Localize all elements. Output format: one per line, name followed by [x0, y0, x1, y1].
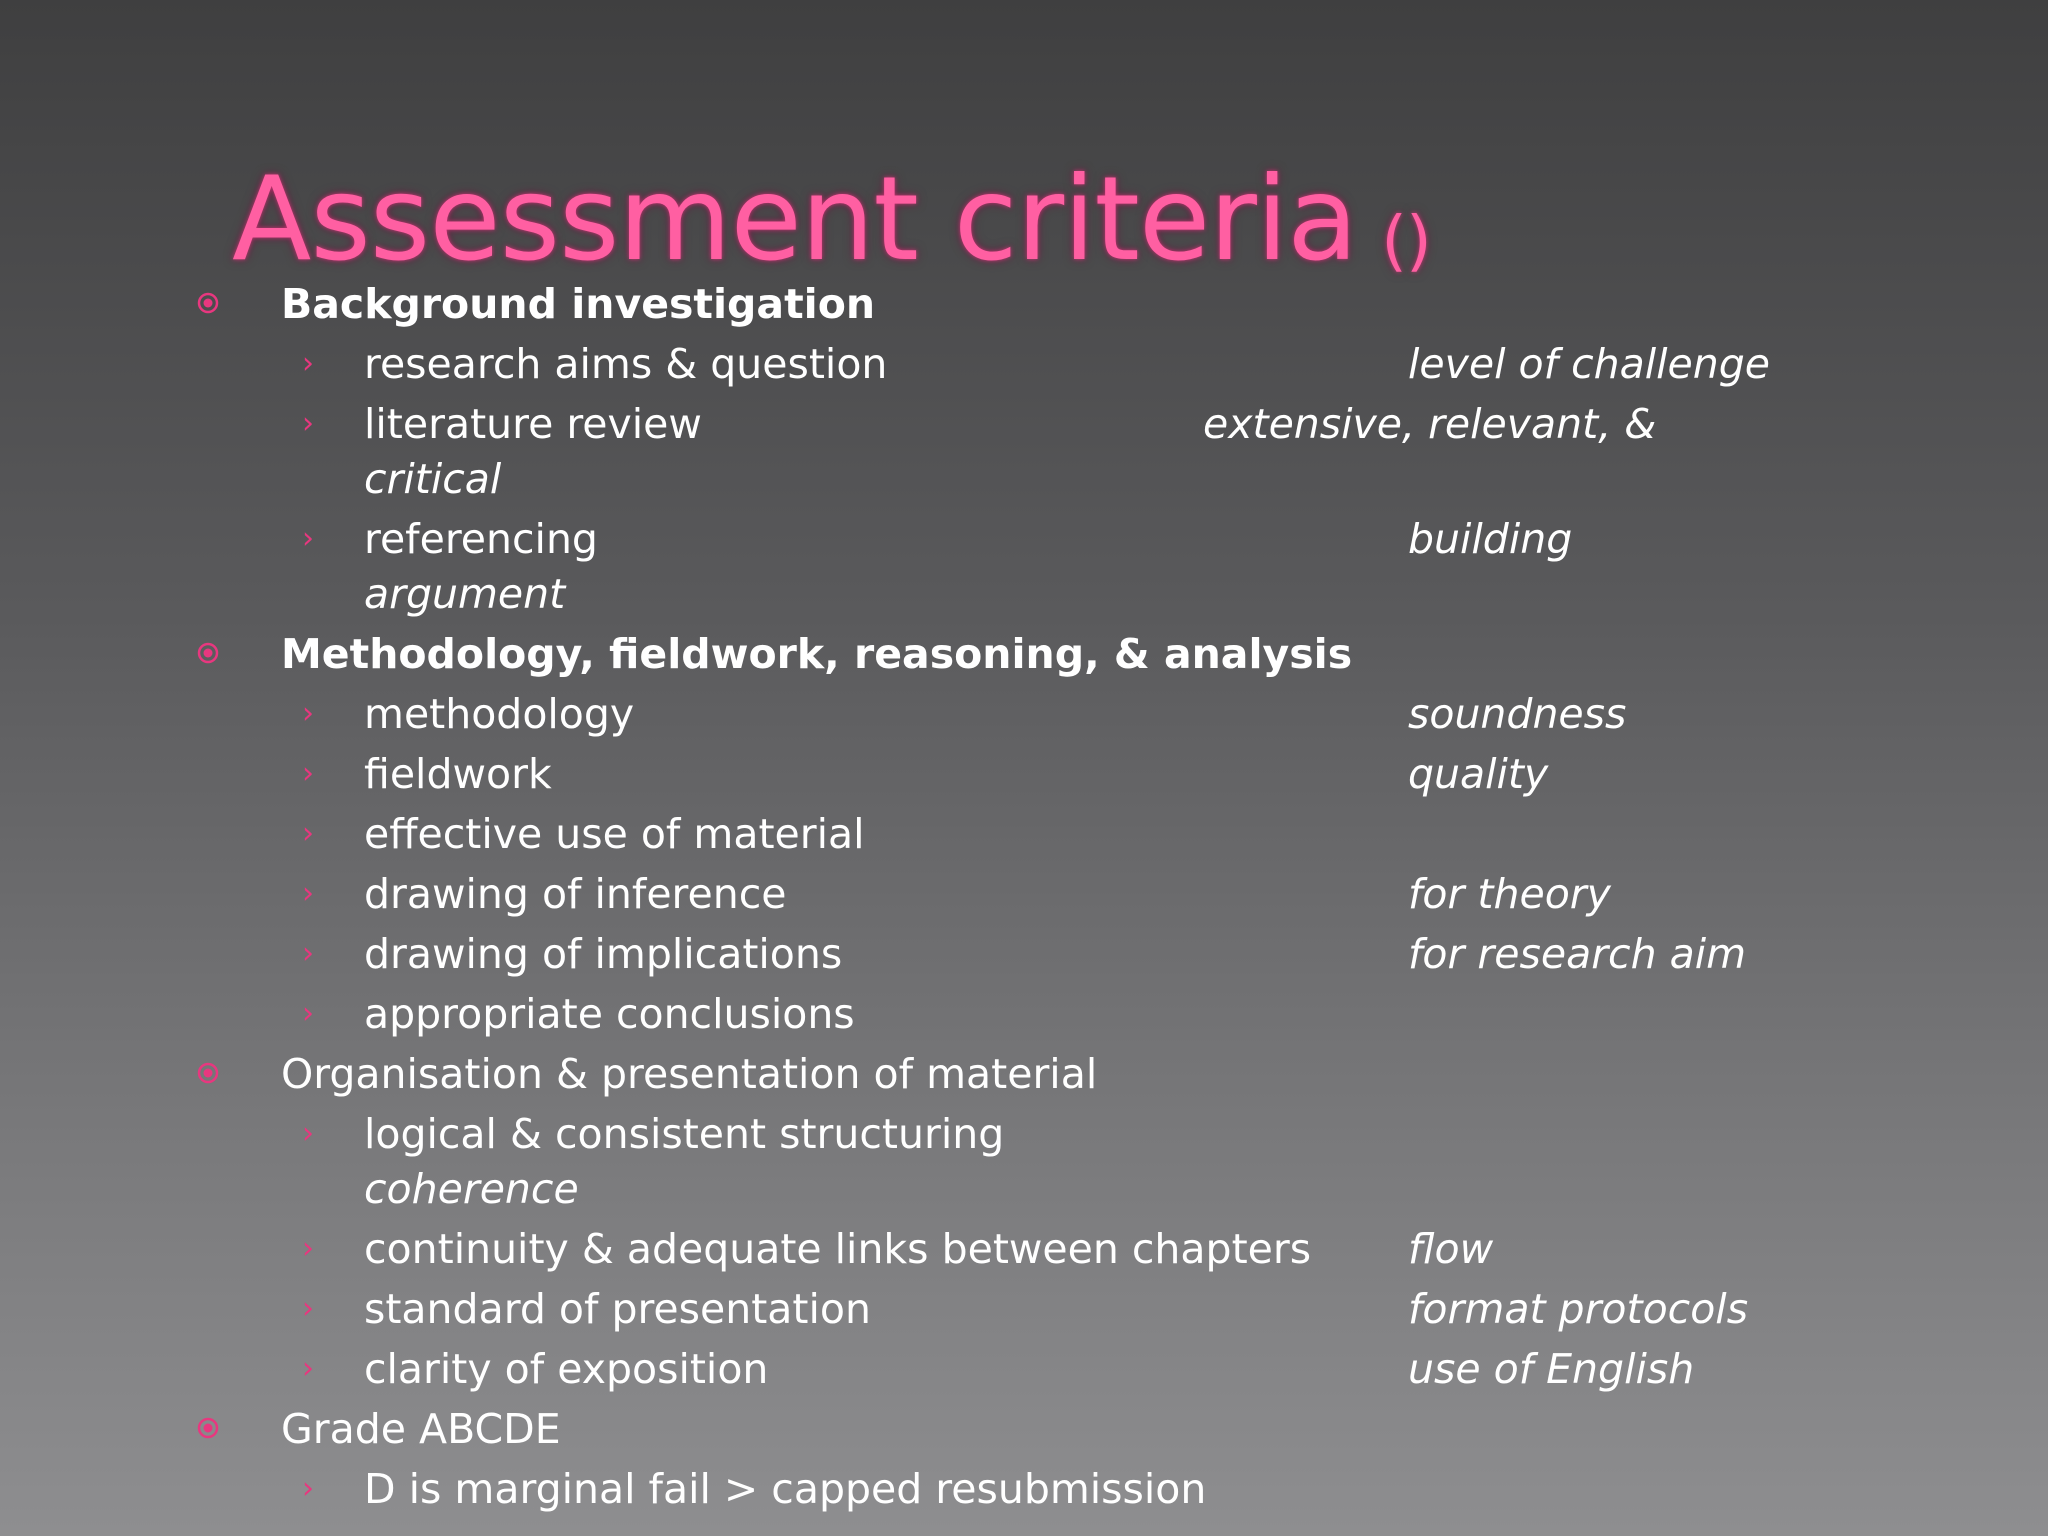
- list-item: [0, 1225, 2048, 1277]
- item-continuation: critical: [364, 455, 502, 503]
- section-heading: Background investigation: [281, 280, 876, 328]
- chevron-right-icon: ›: [302, 756, 314, 791]
- item-text: effective use of material: [364, 810, 865, 858]
- list-item-continuation: [0, 570, 2048, 622]
- chevron-right-icon: ›: [302, 1351, 314, 1386]
- item-continuation: coherence: [364, 1165, 579, 1213]
- chevron-right-icon: ›: [302, 936, 314, 971]
- chevron-right-icon: ›: [302, 996, 314, 1031]
- item-text: appropriate conclusions: [364, 990, 855, 1038]
- section-heading-row: [0, 630, 2048, 682]
- chevron-right-icon: ›: [302, 346, 314, 381]
- section-heading-row: [0, 280, 2048, 332]
- chevron-right-icon: ›: [302, 876, 314, 911]
- section-heading: Organisation & presentation of material: [281, 1050, 1098, 1098]
- item-text: logical & consistent structuring: [364, 1110, 1005, 1158]
- item-note: for theory: [1408, 870, 1611, 918]
- title-main: Assessment criteria: [232, 152, 1358, 287]
- item-text: continuity & adequate links between chapters: [364, 1225, 1312, 1273]
- list-item: [0, 810, 2048, 862]
- item-note: quality: [1408, 750, 1549, 798]
- item-note: building: [1408, 515, 1573, 563]
- section-heading-row: [0, 1405, 2048, 1457]
- chevron-right-icon: ›: [302, 696, 314, 731]
- item-note: for research aim: [1408, 930, 1747, 978]
- section-heading: Grade ABCDE: [281, 1405, 561, 1453]
- list-item: [0, 1345, 2048, 1397]
- item-text: clarity of exposition: [364, 1345, 769, 1393]
- item-note: format protocols: [1408, 1285, 1749, 1333]
- radio-bullet-icon: [197, 642, 219, 664]
- item-continuation: argument: [364, 570, 566, 618]
- item-note: level of challenge: [1408, 340, 1770, 388]
- item-note: soundness: [1408, 690, 1627, 738]
- radio-bullet-icon: [197, 1417, 219, 1439]
- chevron-right-icon: ›: [302, 816, 314, 851]
- list-item: [0, 400, 2048, 452]
- item-text: drawing of inference: [364, 870, 787, 918]
- list-item: [0, 1465, 2048, 1517]
- list-item: [0, 1285, 2048, 1337]
- list-item: [0, 990, 2048, 1042]
- section-heading: Methodology, fieldwork, reasoning, & analysis: [281, 630, 1353, 678]
- list-item: [0, 515, 2048, 567]
- list-item-continuation: [0, 455, 2048, 507]
- item-text: standard of presentation: [364, 1285, 871, 1333]
- item-text: D is marginal fail > capped resubmission: [364, 1465, 1207, 1513]
- title-suffix: (): [1381, 202, 1431, 279]
- chevron-right-icon: ›: [302, 521, 314, 556]
- item-note: use of English: [1408, 1345, 1695, 1393]
- chevron-right-icon: ›: [302, 1291, 314, 1326]
- item-text: research aims & question: [364, 340, 888, 388]
- list-item: [0, 1110, 2048, 1162]
- item-text: literature review: [364, 400, 702, 448]
- item-text: fieldwork: [364, 750, 552, 798]
- list-item: [0, 690, 2048, 742]
- item-text: referencing: [364, 515, 598, 563]
- item-text: methodology: [364, 690, 635, 738]
- radio-bullet-icon: [197, 292, 219, 314]
- chevron-right-icon: ›: [302, 406, 314, 441]
- section-heading-row: [0, 1050, 2048, 1102]
- list-item: [0, 870, 2048, 922]
- item-text: drawing of implications: [364, 930, 843, 978]
- chevron-right-icon: ›: [302, 1116, 314, 1151]
- chevron-right-icon: ›: [302, 1231, 314, 1266]
- item-note: extensive, relevant, &: [1203, 400, 1657, 448]
- chevron-right-icon: ›: [302, 1471, 314, 1506]
- radio-bullet-icon: [197, 1062, 219, 1084]
- list-item: [0, 750, 2048, 802]
- list-item: [0, 340, 2048, 392]
- list-item: [0, 930, 2048, 982]
- item-note: flow: [1408, 1225, 1494, 1273]
- list-item-continuation: [0, 1165, 2048, 1217]
